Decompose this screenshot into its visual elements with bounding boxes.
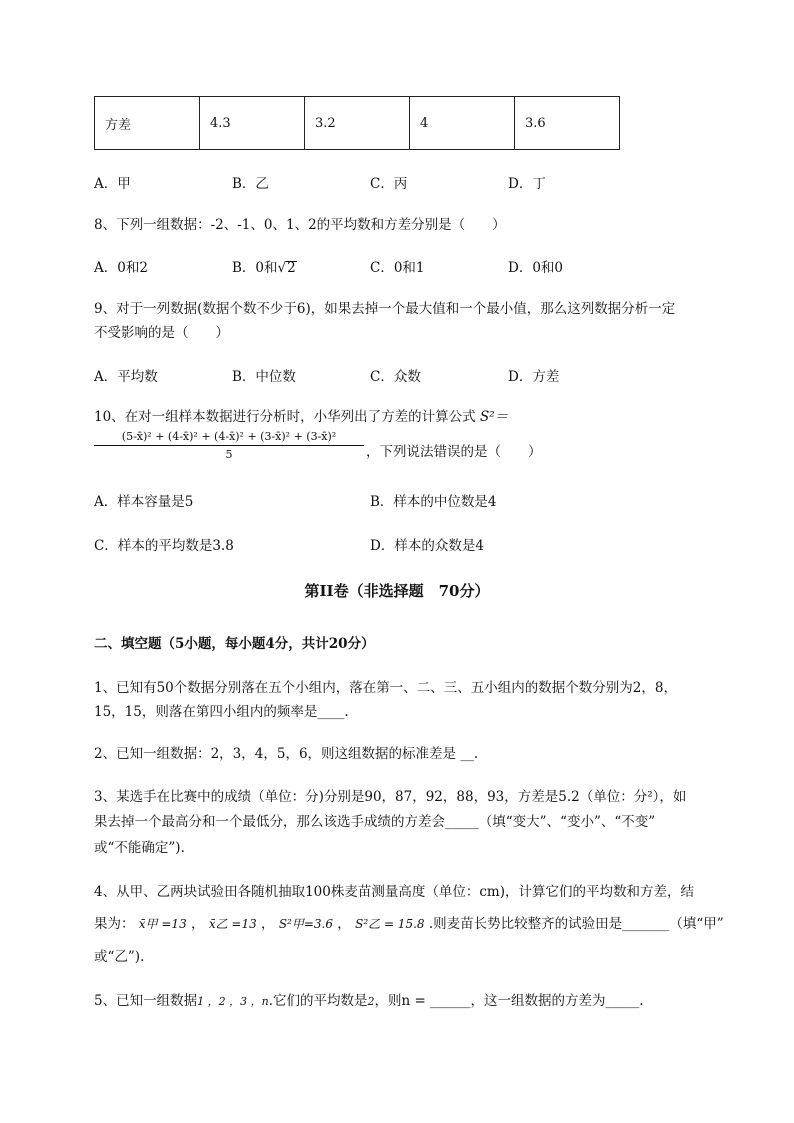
fill1-line1: 1、已知有50个数据分别落在五个小组内，落在第一、二、三、五小组内的数据个数分别为2，8， [94, 680, 677, 696]
q10-option-c: C．样本的平均数是3.8 [94, 538, 234, 554]
q8-sqrt-value: 2 [287, 260, 296, 276]
mean-yi: x̄乙 =13 [208, 917, 257, 931]
q10-option-d: D．样本的众数是4 [370, 538, 484, 554]
q9-option-b: B．中位数 [232, 369, 296, 385]
q8-option-a: A．0和2 [94, 260, 148, 276]
variance-table [94, 96, 620, 150]
fill5 [94, 989, 644, 1009]
fill4-line1: 4、从甲、乙两块试验田各随机抽取100株麦苗测量高度（单位：cm)，计算它们的平均数和方差，结 [94, 884, 694, 900]
fill5-prefix: 5、已知一组数据 [94, 993, 198, 1009]
q7-option-c: C．丙 [370, 176, 408, 192]
q9-option-a: A．平均数 [94, 369, 158, 385]
q7-option-a: A．甲 [94, 176, 131, 192]
table-cell: 3.2 [305, 97, 410, 150]
q9-line1: 9、对于一列数据(数据个数不少于6)，如果去掉一个最大值和一个最小值，那么这列数据分析一定 [94, 301, 676, 317]
table-row-label: 方差 [95, 97, 200, 150]
q10-option-b: B．样本的中位数是4 [370, 494, 497, 510]
q10-line2-tail: ，下列说法错误的是（ ） [366, 444, 542, 460]
q10-line1-text: 10、在对一组样本数据进行分析时，小华列出了方差的计算公式 [94, 409, 476, 425]
q10-formula-lhs: S²＝ [479, 409, 509, 425]
fill3-line3: 或“不能确定”). [94, 840, 185, 856]
q8-option-b-text: B．0和 [232, 260, 278, 276]
q9-option-d: D．方差 [508, 369, 560, 385]
fill5-values: 1 ，2 ，3 ，n [197, 995, 269, 1008]
var-yi: S²乙 = 15.8 [355, 917, 425, 931]
q8-stem: 8、下列一组数据：-2、-1、0、1、2的平均数和方差分别是（ ） [94, 217, 506, 233]
variance-formula-fraction [94, 430, 364, 461]
mean-jia: x̄甲 =13 [138, 917, 187, 931]
q7-option-b: B．乙 [232, 176, 269, 192]
table-cell: 4 [410, 97, 515, 150]
fill5-mid: .它们的平均数是 [268, 993, 368, 1009]
q10-option-a: A．样本容量是5 [94, 494, 194, 510]
fill4-prefix: 果为： [94, 916, 135, 932]
table-cell: 4.3 [200, 97, 305, 150]
fill5-mean: 2 [367, 995, 375, 1008]
q9-line2: 不受影响的是（ ） [94, 325, 229, 341]
q7-option-d: D．丁 [508, 176, 546, 192]
formula-numerator: (5-x̄)² + (4-x̄)² + (4-x̄)² + (3-x̄)² + (3-x̄)² [94, 430, 364, 446]
fill5-suffix: ，则n = ______，这一组数据的方差为_____. [374, 993, 644, 1009]
q10-line1 [94, 405, 508, 425]
q8-option-d: D．0和0 [508, 260, 564, 276]
table-cell: 3.6 [515, 97, 620, 150]
q9-option-c: C．众数 [370, 369, 421, 385]
fill2: 2、已知一组数据：2，3，4，5，6，则这组数据的标准差是 __. [94, 746, 479, 762]
fill1-line2: 15，15，则落在第四小组内的频率是____. [94, 704, 349, 720]
var-jia: S²甲=3.6 [278, 917, 333, 931]
q8-option-c: C．0和1 [370, 260, 425, 276]
sqrt-symbol-icon: √ [277, 260, 287, 276]
q8-option-b [232, 256, 297, 276]
formula-denominator: 5 [225, 448, 233, 461]
fill4-line3: 或“乙”). [94, 949, 145, 965]
section2-heading: 二、填空题（5小题，每小题4分，共计20分） [94, 636, 375, 652]
part2-title: 第II卷（非选择题 70分） [304, 582, 490, 600]
fill3-line1: 3、某选手在比赛中的成绩（单位：分)分别是90，87，92，88，93，方差是5.2（单位：分²），如 [94, 789, 687, 805]
fill4-line2: 果为： x̄甲 =13 ， x̄乙 =13 ， S²甲=3.6 ， S²乙 = 15.8 .则麦苗长势比较整齐的试验田是_______（填“甲” [94, 916, 724, 932]
table-row [95, 97, 620, 150]
fill4-suffix: .则麦苗长势比较整齐的试验田是_______（填“甲” [428, 916, 724, 932]
fill3-line2: 果去掉一个最高分和一个最低分，那么该选手成绩的方差会_____（填“变大”、“变小”、“不变” [94, 814, 656, 830]
